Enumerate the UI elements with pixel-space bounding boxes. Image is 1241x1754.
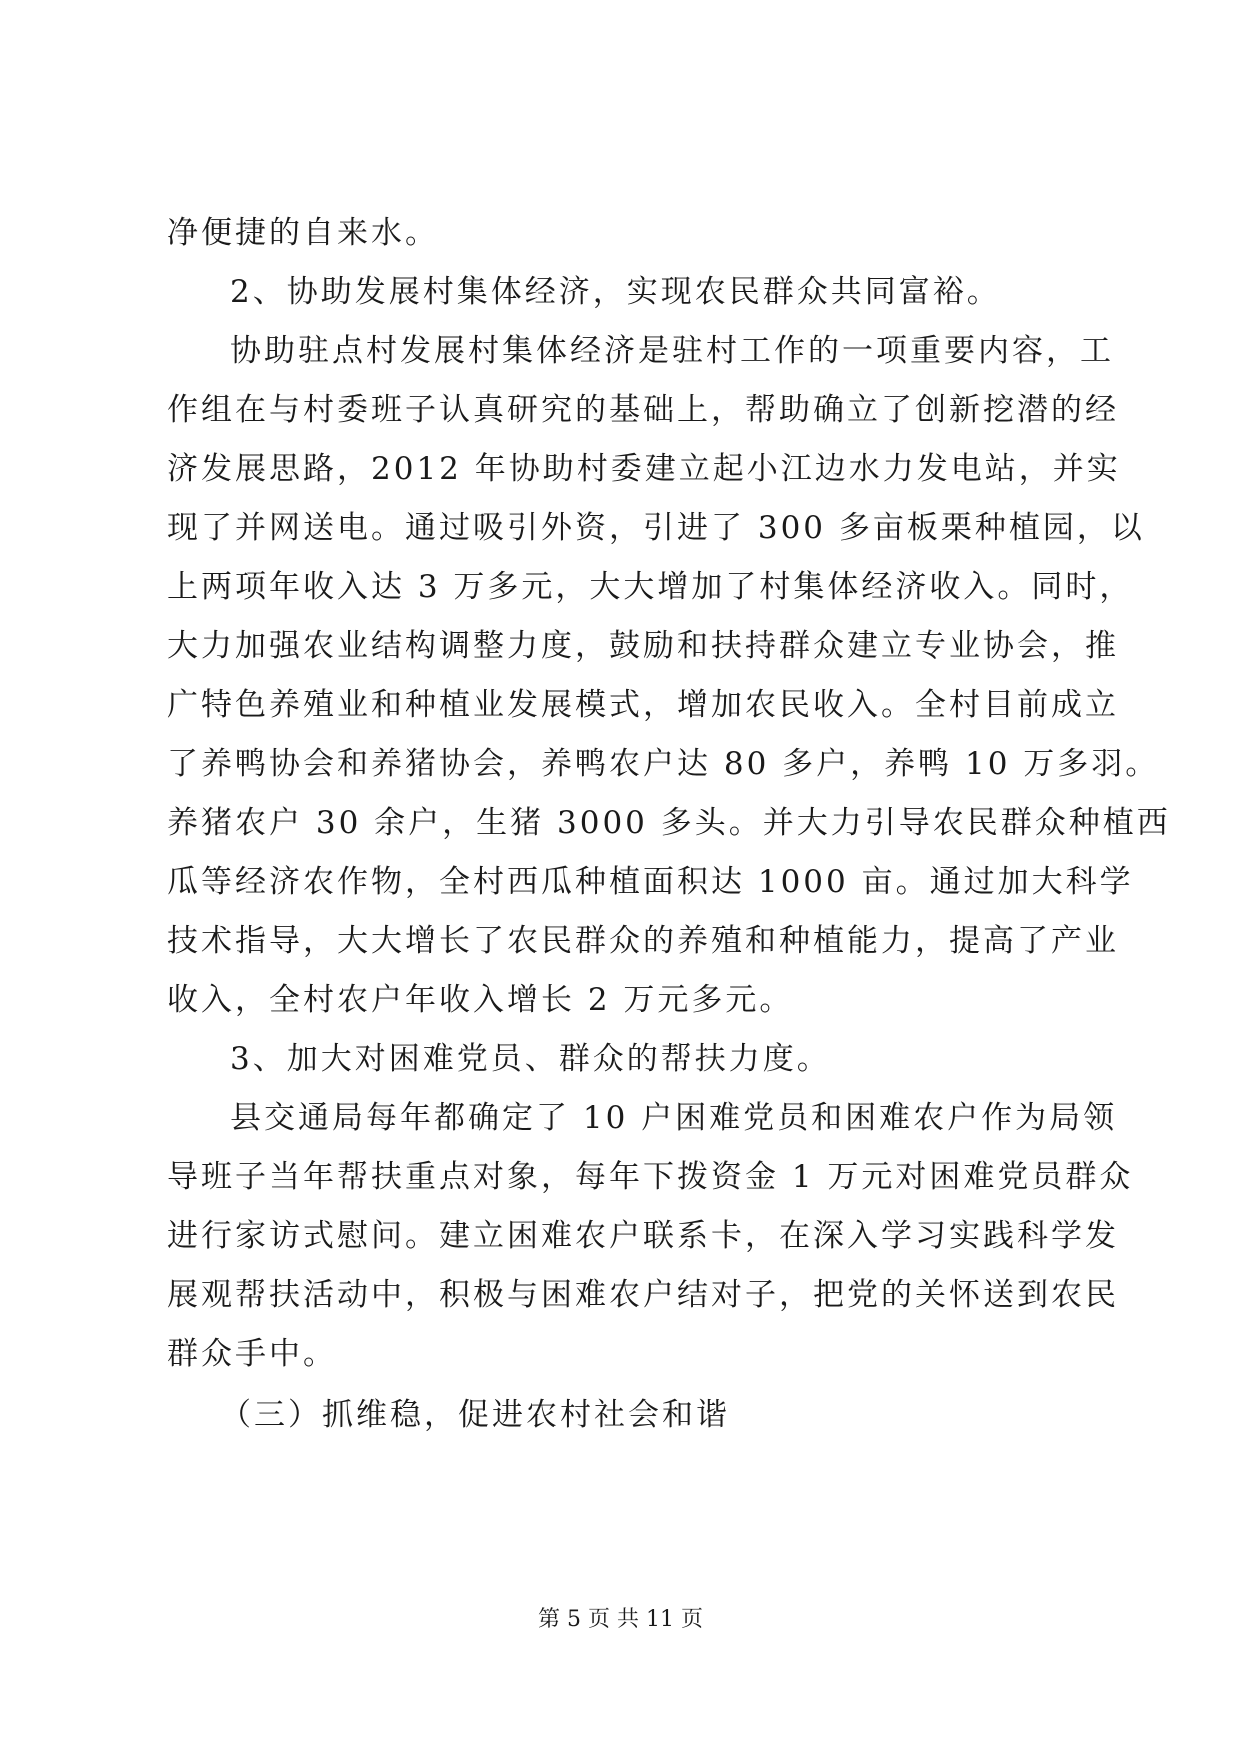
- text-line: 县交通局每年都确定了 10 户困难党员和困难农户作为局领: [230, 1100, 1118, 1136]
- text-line: 瓜等经济农作物，全村西瓜种植面积达 1000 亩。通过加大科学: [167, 864, 1134, 900]
- text-line: 净便捷的自来水。: [167, 215, 439, 251]
- page-number-footer: 第 5 页 共 11 页: [538, 1607, 703, 1632]
- text-line: 上两项年收入达 3 万多元，大大增加了村集体经济收入。同时，: [167, 569, 1134, 605]
- text-line: 现了并网送电。通过吸引外资，引进了 300 多亩板栗种植园，以: [167, 510, 1145, 546]
- section-heading: （三）抓维稳，促进农村社会和谐: [220, 1397, 730, 1433]
- text-line: 了养鸭协会和养猪协会，养鸭农户达 80 多户，养鸭 10 万多羽。: [167, 746, 1160, 782]
- text-line: 技术指导，大大增长了农民群众的养殖和种植能力，提高了产业: [167, 923, 1119, 959]
- text-line: 养猪农户 30 余户，生猪 3000 多头。并大力引导农民群众种植西: [167, 805, 1171, 841]
- text-line: 大力加强农业结构调整力度，鼓励和扶持群众建立专业协会，推: [167, 628, 1119, 664]
- text-line: 展观帮扶活动中，积极与困难农户结对子，把党的关怀送到农民: [167, 1277, 1119, 1313]
- text-line: 收入，全村农户年收入增长 2 万元多元。: [167, 982, 794, 1018]
- section-heading: 3、加大对困难党员、群众的帮扶力度。: [230, 1041, 831, 1077]
- section-heading: 2、协助发展村集体经济，实现农民群众共同富裕。: [230, 274, 1001, 310]
- text-line: 广特色养殖业和种植业发展模式，增加农民收入。全村目前成立: [167, 687, 1119, 723]
- text-line: 济发展思路，2012 年协助村委建立起小江边水力发电站，并实: [167, 451, 1121, 487]
- text-line: 进行家访式慰问。建立困难农户联系卡，在深入学习实践科学发: [167, 1218, 1119, 1254]
- text-line: 协助驻点村发展村集体经济是驻村工作的一项重要内容，工: [230, 333, 1114, 369]
- text-line: 导班子当年帮扶重点对象，每年下拨资金 1 万元对困难党员群众: [167, 1159, 1134, 1195]
- text-line: 作组在与村委班子认真研究的基础上，帮助确立了创新挖潜的经: [167, 392, 1119, 428]
- text-line: 群众手中。: [167, 1336, 337, 1372]
